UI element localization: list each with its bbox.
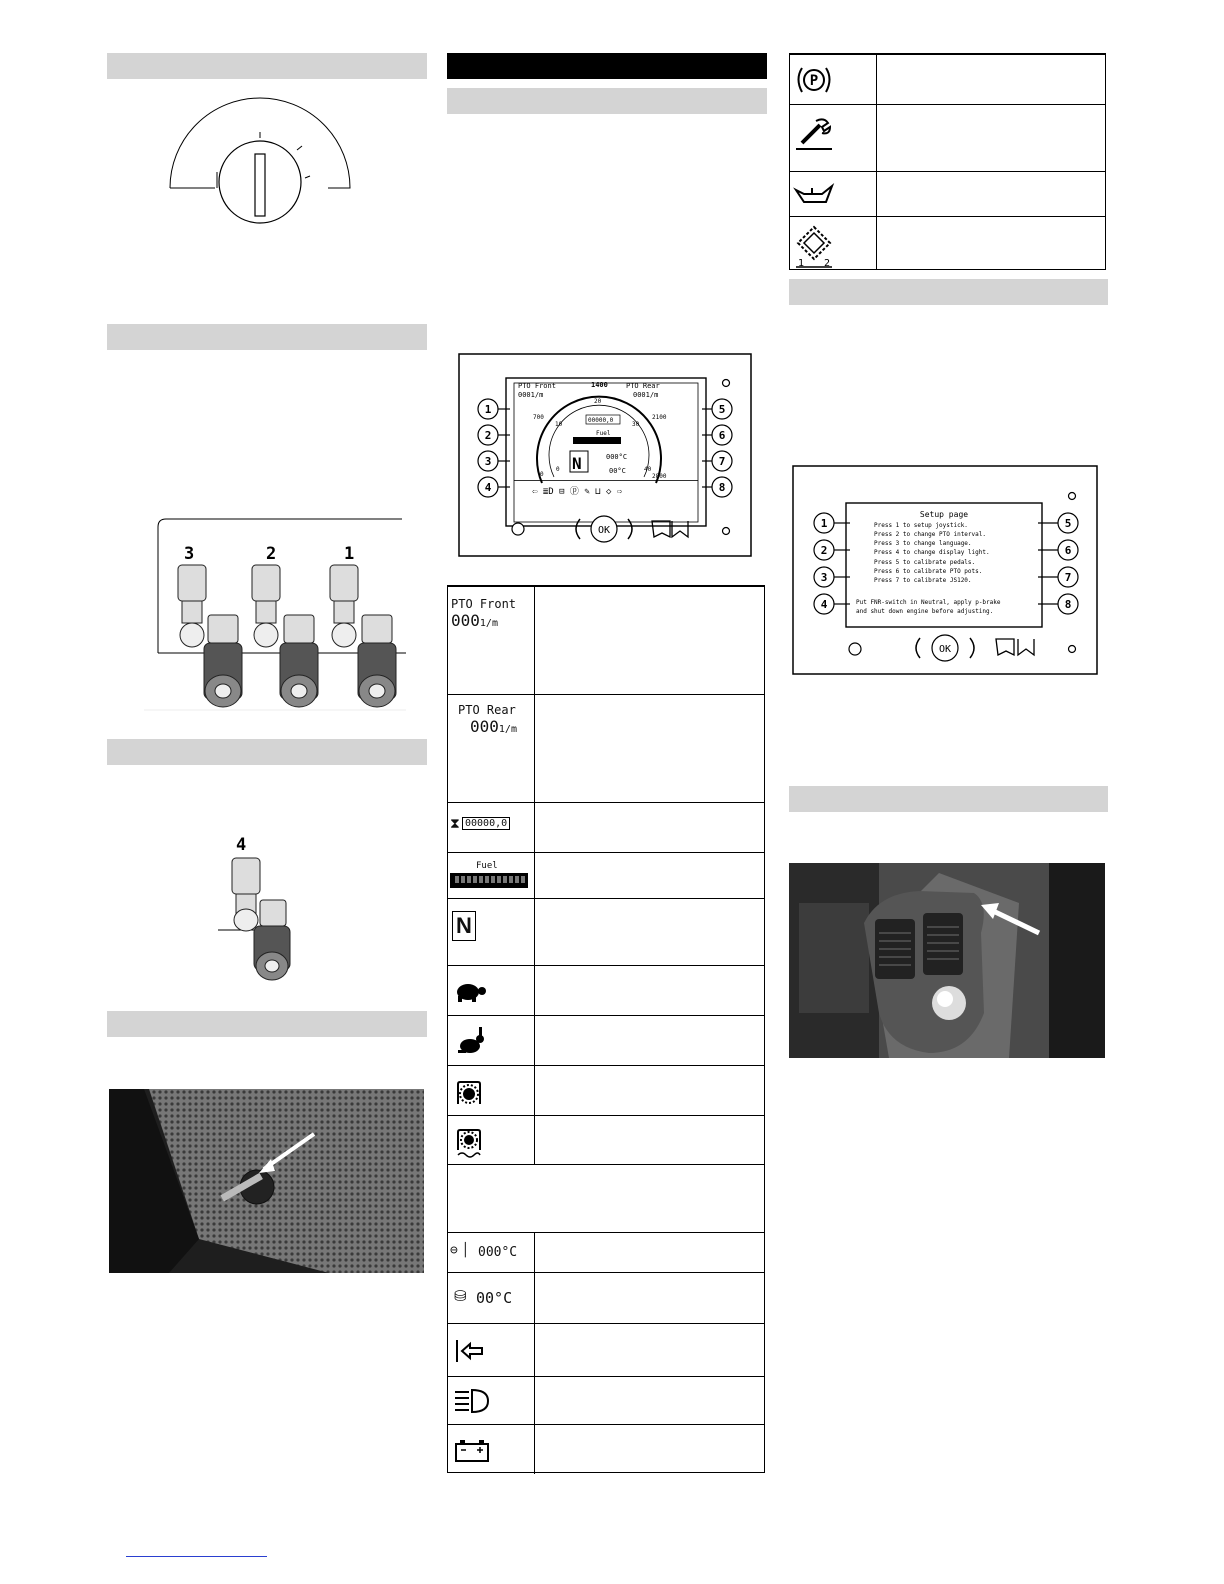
panel-button-8: 8 — [718, 481, 726, 494]
footer-link[interactable] — [126, 1556, 267, 1557]
pto-rear-value: 0001/m — [633, 391, 659, 399]
setup-line: Press 3 to change language. — [874, 540, 972, 547]
panel-button-1: 1 — [820, 517, 828, 530]
table-row — [448, 898, 764, 966]
symbol-table — [447, 585, 765, 1473]
setup-footer: and shut down engine before adjusting. — [856, 608, 994, 615]
parking-brake-icon — [794, 65, 834, 95]
speed-label: 20 — [594, 398, 602, 405]
table-row — [448, 694, 764, 803]
neutral-indicator: N — [572, 454, 582, 473]
hydraulic-temp-value: 00°C — [476, 1289, 513, 1307]
hour-meter-value: 00000,0 — [462, 817, 510, 830]
hydraulic-coupling-4-image — [216, 834, 296, 984]
pto-front-label: PTO Front — [518, 382, 556, 390]
panel-button-2: 2 — [484, 429, 492, 442]
table-row — [448, 1115, 764, 1165]
setup-line: Press 6 to calibrate PTO pots. — [874, 568, 983, 575]
panel-button-2: 2 — [820, 544, 828, 557]
setup-line: Press 7 to calibrate JS120. — [874, 577, 972, 584]
table-row — [448, 1272, 764, 1324]
pto-rear-value: 0001/m — [470, 717, 517, 736]
rpm-label: 1400 — [591, 381, 608, 389]
table-row-merged — [448, 1164, 764, 1233]
battery-icon — [454, 1439, 490, 1463]
ok-button: OK — [597, 525, 611, 536]
fuel-gauge-icon — [450, 873, 528, 888]
hydraulic-temp-icon: ⛁ — [454, 1287, 467, 1305]
panel-button-5: 5 — [718, 403, 726, 416]
section-bar — [107, 1011, 427, 1037]
panel-button-1: 1 — [484, 403, 492, 416]
rpm-label: 0 — [540, 471, 544, 478]
engine-temp-icon: ⊖▕ — [450, 1243, 466, 1258]
table-row — [448, 586, 764, 695]
svg-text:1: 1 — [798, 258, 805, 269]
engine-temp: 000°C — [606, 453, 628, 461]
setup-panel-diagram — [792, 465, 1098, 675]
pto-front-value: 0001/m — [518, 391, 544, 399]
table-row — [790, 104, 1105, 172]
rpm-label: 2800 — [652, 473, 667, 480]
ok-button: OK — [938, 644, 952, 655]
panel-button-5: 5 — [1064, 517, 1072, 530]
fuel-label: Fuel — [596, 430, 611, 437]
service-wrench-icon — [794, 117, 834, 153]
table-row — [448, 1232, 764, 1273]
ignition-switch-diagram — [160, 90, 360, 230]
coupling-number: 3 — [184, 544, 195, 564]
section-bar — [107, 53, 427, 79]
diff-lock-icon — [794, 223, 834, 269]
rpm-label: 700 — [533, 414, 544, 421]
setup-line: Press 2 to change PTO interval. — [874, 531, 986, 538]
hour-meter-value: 00000,0 — [588, 417, 614, 424]
rabbit-icon — [454, 1024, 486, 1058]
section-bar — [447, 88, 767, 114]
svg-text:2: 2 — [824, 258, 831, 269]
display-panel-diagram — [458, 353, 752, 557]
speed-label: 10 — [555, 421, 563, 428]
coupling-number: 2 — [266, 544, 277, 564]
turn-signal-icon — [454, 1338, 486, 1364]
setup-title: Setup page — [919, 510, 969, 519]
table-row — [790, 216, 1105, 272]
table-row — [448, 1323, 764, 1377]
rpm-label: 2100 — [652, 414, 667, 421]
setup-footer: Put FNR-switch in Neutral, apply p-brake — [856, 599, 1001, 606]
panel-button-8: 8 — [1064, 598, 1072, 611]
setup-line: Press 5 to calibrate pedals. — [874, 559, 976, 566]
svg-text:P: P — [809, 73, 819, 89]
table-row — [448, 802, 764, 853]
speed-label: 0 — [556, 466, 560, 473]
pto-rear-label: PTO Rear — [626, 382, 660, 390]
svg-text:⇦ ≣D ⊟ ⓟ ✎ ⊔ ◇ ⇨: ⇦ ≣D ⊟ ⓟ ✎ ⊔ ◇ ⇨ — [532, 487, 623, 497]
warning-symbol-table — [789, 53, 1106, 270]
headlight-icon — [452, 1387, 490, 1415]
panel-button-3: 3 — [820, 571, 828, 584]
panel-button-3: 3 — [484, 455, 492, 468]
coupling-number: 1 — [344, 544, 355, 564]
fuel-label: Fuel — [476, 861, 498, 871]
table-row — [448, 1376, 764, 1425]
hydraulic-couplings-image — [144, 515, 406, 715]
setup-line: Press 4 to change display light. — [874, 549, 990, 556]
hydraulic-temp: 00°C — [609, 467, 626, 475]
table-row — [790, 54, 1105, 105]
chapter-bar — [447, 53, 767, 79]
panel-button-6: 6 — [718, 429, 726, 442]
coupling-number: 4 — [236, 835, 247, 855]
speed-label: 40 — [644, 466, 652, 473]
rear-pto-icon — [456, 1128, 482, 1158]
setup-line: Press 1 to setup joystick. — [874, 522, 968, 529]
battery-switch-photo — [109, 1089, 424, 1273]
neutral-icon: N — [452, 911, 476, 941]
pto-rear-label: PTO Rear — [458, 703, 516, 717]
section-bar — [107, 324, 427, 350]
panel-button-4: 4 — [820, 598, 828, 611]
table-row — [448, 965, 764, 1016]
section-bar — [107, 739, 427, 765]
section-bar — [789, 786, 1108, 812]
hourglass-icon: ⧗ — [450, 816, 460, 832]
joystick-photo — [789, 863, 1105, 1058]
panel-button-6: 6 — [1064, 544, 1072, 557]
table-row — [448, 1015, 764, 1066]
speed-label: 30 — [632, 421, 640, 428]
oil-pressure-icon — [792, 182, 836, 208]
table-row — [448, 1424, 764, 1475]
panel-button-7: 7 — [1064, 571, 1072, 584]
pto-front-value: 0001/m — [451, 611, 498, 630]
turtle-icon — [452, 980, 488, 1004]
section-bar — [789, 279, 1108, 305]
front-pto-icon — [456, 1080, 482, 1106]
table-row — [448, 852, 764, 899]
pto-front-label: PTO Front — [451, 597, 517, 611]
table-row — [448, 1065, 764, 1116]
panel-button-7: 7 — [718, 455, 726, 468]
engine-temp-value: 000°C — [478, 1245, 518, 1260]
table-row — [790, 171, 1105, 217]
panel-button-4: 4 — [484, 481, 492, 494]
